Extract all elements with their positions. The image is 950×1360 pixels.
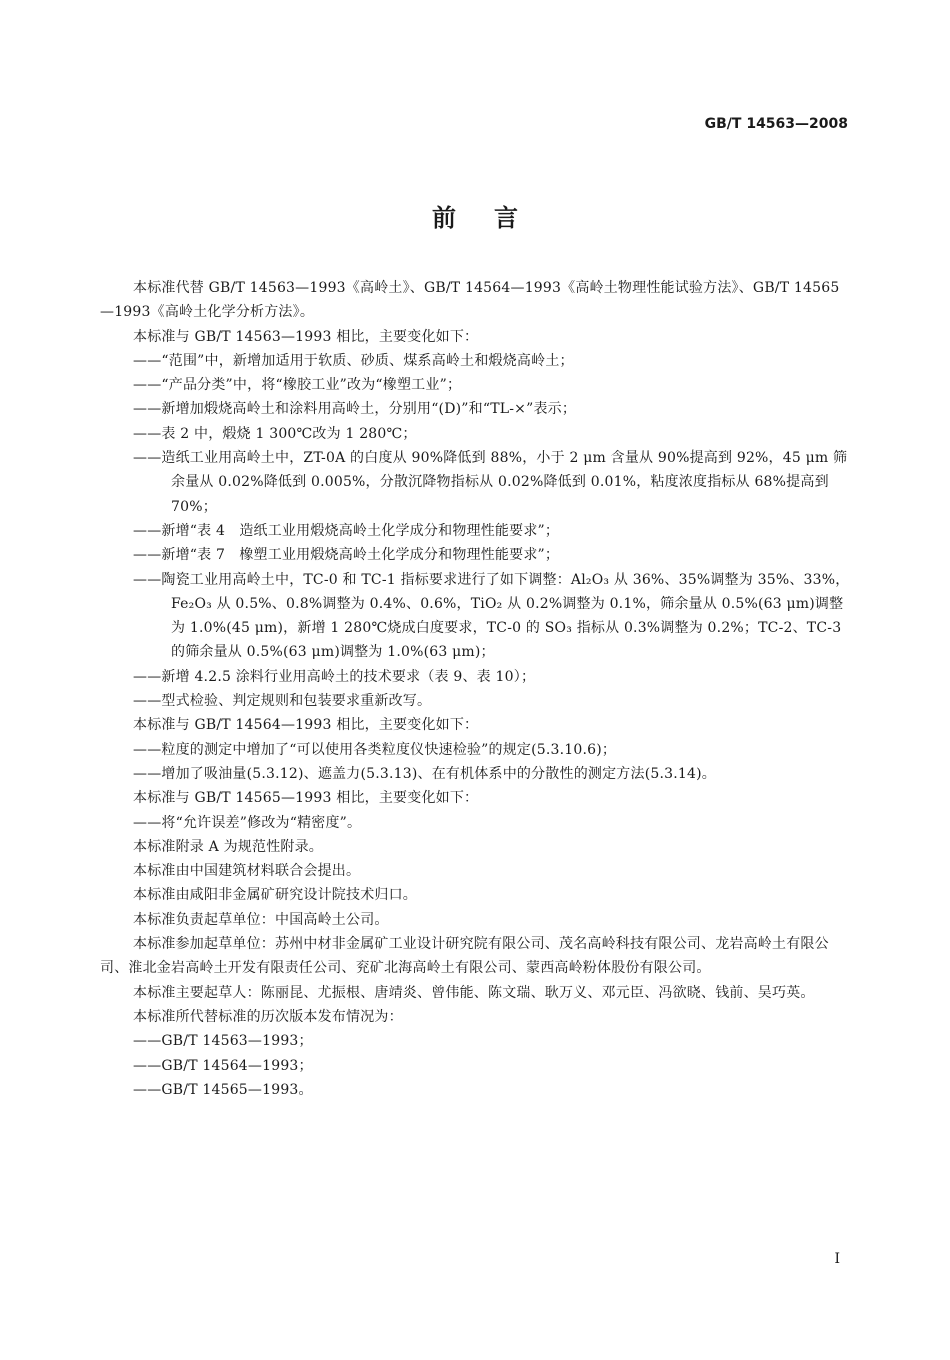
document-body (100, 276, 852, 1102)
list-item: ——将“允许误差”修改为“精密度”。 (133, 814, 362, 831)
paragraph: 本标准由咸阳非金属矿研究设计院技术归口。 (133, 887, 417, 904)
list-item: ——增加了吸油量(5.3.12)、遮盖力(5.3.13)、在有机体系中的分散性的测定方法(5.3.14)。 (133, 765, 716, 782)
paragraph: 本标准主要起草人：陈丽昆、尤振根、唐靖炎、曾伟能、陈文瑞、耿万义、邓元臣、冯欲晓、钱前、吴巧英。 (133, 984, 815, 1001)
list-item: ——新增加煅烧高岭土和涂料用高岭土，分别用“(D)”和“TL-×”表示； (133, 401, 577, 418)
list-item: ——“产品分类”中，将“橡胶工业”改为“橡塑工业”； (133, 377, 462, 394)
paragraph: 本标准由中国建筑材料联合会提出。 (133, 863, 361, 880)
page-title: 前言 (432, 204, 556, 232)
list-item: ——“范围”中，新增加适用于软质、砂质、煤系高岭土和煅烧高岭土； (133, 352, 574, 369)
list-item: ——造纸工业用高岭土中，ZT-0A 的白度从 90%降低到 88%，小于 2 μm 含量从 90%提高到 92%，45 μm 筛余量从 0.02%降低到 0.005%，分散沉降物指标从 0.02%降低到 0.01%，粘度浓度指标从 68%提高到 70%； (133, 450, 848, 515)
list-item: ——表 2 中，煅烧 1 300℃改为 1 280℃； (133, 425, 417, 442)
list-item: ——新增 4.2.5 涂料行业用高岭土的技术要求（表 9、表 10）； (133, 668, 536, 685)
list-item: ——新增“表 4 造纸工业用煅烧高岭土化学成分和物理性能要求”； (133, 522, 560, 539)
paragraph: 本标准代替 GB/T 14563—1993《高岭土》、GB/T 14564—1993《高岭土物理性能试验方法》、GB/T 14565—1993《高岭土化学分析方法》。 (100, 280, 840, 321)
paragraph: 本标准参加起草单位：苏州中材非金属矿工业设计研究院有限公司、茂名高岭科技有限公司、龙岩高岭土有限公司、淮北金岩高岭土开发有限责任公司、兖矿北海高岭土有限公司、蒙西高岭粉体股份有限公司。 (100, 936, 829, 977)
list-item: ——新增“表 7 橡塑工业用煅烧高岭土化学成分和物理性能要求”； (133, 547, 560, 564)
standard-number: GB/T 14563—2008 (704, 116, 848, 132)
paragraph: 本标准与 GB/T 14563—1993 相比，主要变化如下： (133, 328, 479, 345)
list-item: ——GB/T 14565—1993。 (133, 1081, 313, 1098)
paragraph: 本标准与 GB/T 14564—1993 相比，主要变化如下： (133, 717, 479, 734)
paragraph: 本标准附录 A 为规范性附录。 (133, 838, 324, 855)
paragraph: 本标准所代替标准的历次版本发布情况为： (133, 1008, 403, 1025)
list-item: ——GB/T 14564—1993； (133, 1057, 313, 1074)
list-item: ——陶瓷工业用高岭土中，TC-0 和 TC-1 指标要求进行了如下调整：Al₂O₃ 从 36%、35%调整为 35%、33%，Fe₂O₃ 从 0.5%、0.8%调整为 0.4%、0.6%，TiO₂ 从 0.2%调整为 0.1%，筛余量从 0.5%(63 μm)调整为 1.0%(45 μm)，新增 1 280℃烧成白度要求，TC-0 的 SO₃ 指标从 0.3%调整为 0.2%；TC-2、TC-3 的筛余量从 0.5%(63 μm)调整为 1.0%(63 μm)； (133, 571, 850, 661)
paragraph: 本标准负责起草单位：中国高岭土公司。 (133, 911, 389, 928)
list-item: ——GB/T 14563—1993； (133, 1033, 313, 1050)
paragraph: 本标准与 GB/T 14565—1993 相比，主要变化如下： (133, 790, 479, 807)
page-number: I (834, 1251, 840, 1267)
list-item: ——型式检验、判定规则和包装要求重新改写。 (133, 693, 432, 710)
list-item: ——粒度的测定中增加了“可以使用各类粒度仪快速检验”的规定(5.3.10.6)； (133, 741, 617, 758)
